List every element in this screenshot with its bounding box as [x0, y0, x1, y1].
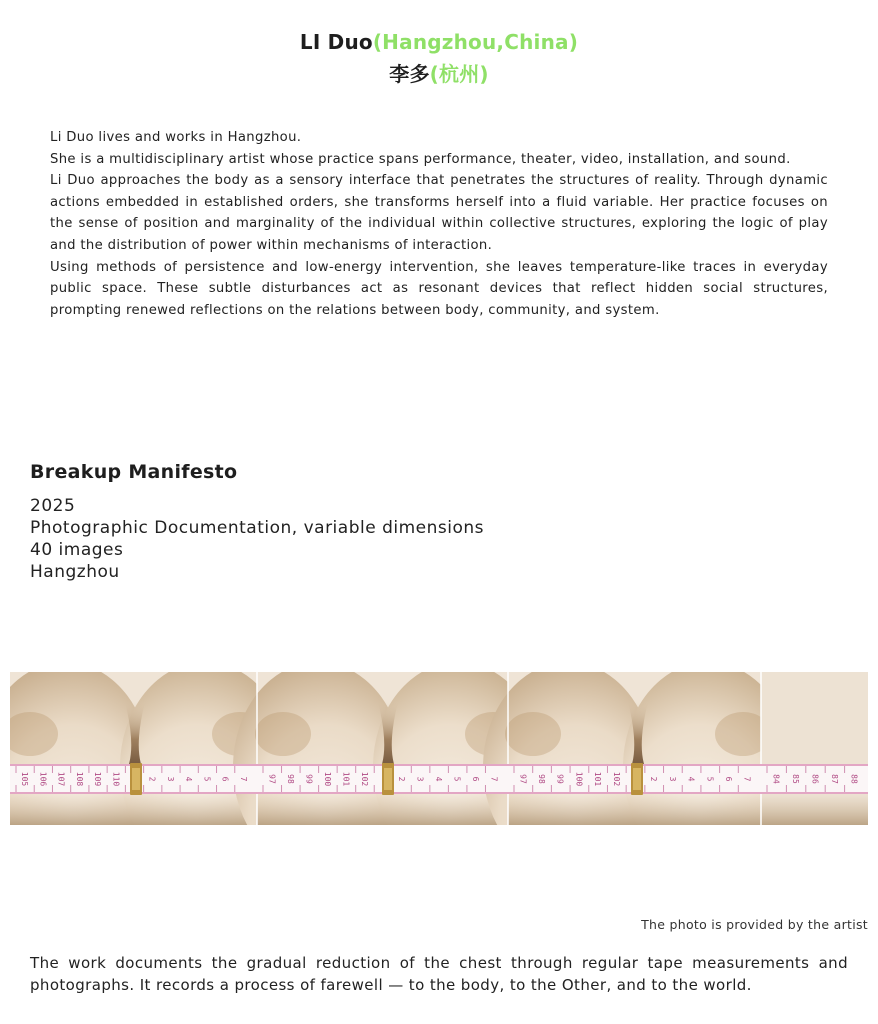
tape-number: 5: [202, 776, 212, 782]
tape-number: 4: [434, 776, 444, 782]
tape-number: 3: [667, 776, 677, 782]
tape-brass-highlight: [633, 768, 641, 790]
tape-number: 85: [791, 774, 801, 784]
panel-shade: [505, 712, 561, 756]
artist-name-cn-line: [0, 60, 878, 88]
tape-brass-highlight: [132, 768, 140, 790]
tape-number: 7: [238, 776, 248, 782]
tape-number: 97: [518, 774, 528, 784]
tape-number: 97: [267, 774, 277, 784]
tape-number: 4: [686, 776, 696, 782]
artist-header: [0, 28, 878, 88]
tape-number: 101: [593, 771, 603, 787]
artist-name-en-line: [0, 28, 878, 56]
tape-number: 2: [649, 776, 659, 782]
tape-number: 5: [452, 776, 462, 782]
work-medium: Photographic Documentation, variable dimensions: [30, 518, 484, 538]
work-description: The work documents the gradual reduction of the chest through regular tape measurements and photographs. It records a process of farewell — to the body, to the Other, and to the world.: [30, 954, 848, 994]
bio-paragraph: She is a multidisciplinary artist whose practice spans performance, theater, video, installation, and sound.: [50, 151, 791, 167]
tape-number: 3: [165, 776, 175, 782]
photo-panel: [483, 672, 793, 825]
photo-panel: [761, 672, 868, 825]
tape-number: 108: [74, 771, 84, 787]
tape-number: 109: [93, 771, 103, 787]
tape-number: 98: [285, 774, 295, 784]
tape-number: 4: [184, 776, 194, 782]
panel-bottom-shade: [257, 794, 508, 825]
tape-number: 86: [810, 774, 820, 784]
artist-location-en: (Hangzhou,China): [372, 30, 579, 54]
work-meta: [30, 495, 484, 583]
artist-bio: [50, 127, 828, 321]
artwork-photo-strip: [10, 672, 868, 825]
tape-number: 101: [341, 771, 351, 787]
work-place: Hangzhou: [30, 562, 120, 582]
tape-number: 88: [849, 774, 859, 784]
tape-number: 6: [471, 776, 481, 782]
panel-shade: [255, 712, 311, 756]
tape-number: 84: [771, 774, 781, 784]
panel-bottom-shade: [761, 794, 868, 825]
work-year: 2025: [30, 496, 76, 516]
tape-number: 7: [742, 776, 752, 782]
tape-number: 5: [705, 776, 715, 782]
bio-paragraph: Li Duo lives and works in Hangzhou.: [50, 130, 302, 145]
tape-number: 98: [537, 774, 547, 784]
tape-number: 2: [147, 776, 157, 782]
photo-credit: The photo is provided by the artist: [641, 917, 868, 932]
tape-number: 7: [489, 776, 499, 782]
tape-number: 100: [322, 771, 332, 787]
tape-number: 6: [220, 776, 230, 782]
artist-name-en: LI Duo: [299, 30, 373, 54]
work-count: 40 images: [30, 540, 124, 560]
bio-paragraph: Using methods of persistence and low-energy intervention, she leaves temperature-like traces in everyday public space. These subtle disturbances act as resonant devices that reflect hidden social structures, prompting renewed reflections on the relations between body, community, and system.: [50, 259, 828, 318]
tape-number: 110: [111, 771, 121, 787]
tape-brass-highlight: [384, 768, 392, 790]
tape-number: 102: [359, 771, 369, 787]
tape-number: 105: [20, 771, 30, 787]
tape-number: 99: [304, 774, 314, 784]
tape-number: 100: [574, 771, 584, 787]
artist-location-cn: (杭州): [429, 62, 489, 86]
tape-number: 99: [555, 774, 565, 784]
work-title: Breakup Manifesto: [30, 461, 238, 483]
panel-bottom-shade: [10, 794, 257, 825]
artwork-photo-svg: [10, 672, 868, 825]
tape-number: 107: [56, 771, 66, 787]
tape-number: 6: [723, 776, 733, 782]
artist-name-cn: 李多: [389, 62, 430, 86]
tape-number: 3: [415, 776, 425, 782]
tape-number: 102: [611, 771, 621, 787]
tape-number: 106: [38, 771, 48, 787]
panel-bottom-shade: [508, 794, 761, 825]
bio-paragraph: Li Duo approaches the body as a sensory interface that penetrates the structures of reality. Through dynamic actions embedded in established orders, she transforms herself into a fluid variable. Her practice focuses on the sense of position and marginality of the individual within collective structures, exploring the logic of play and the distribution of power within mechanisms of interaction.: [50, 173, 828, 253]
tape-number: 2: [397, 776, 407, 782]
tape-number: 87: [829, 774, 839, 784]
